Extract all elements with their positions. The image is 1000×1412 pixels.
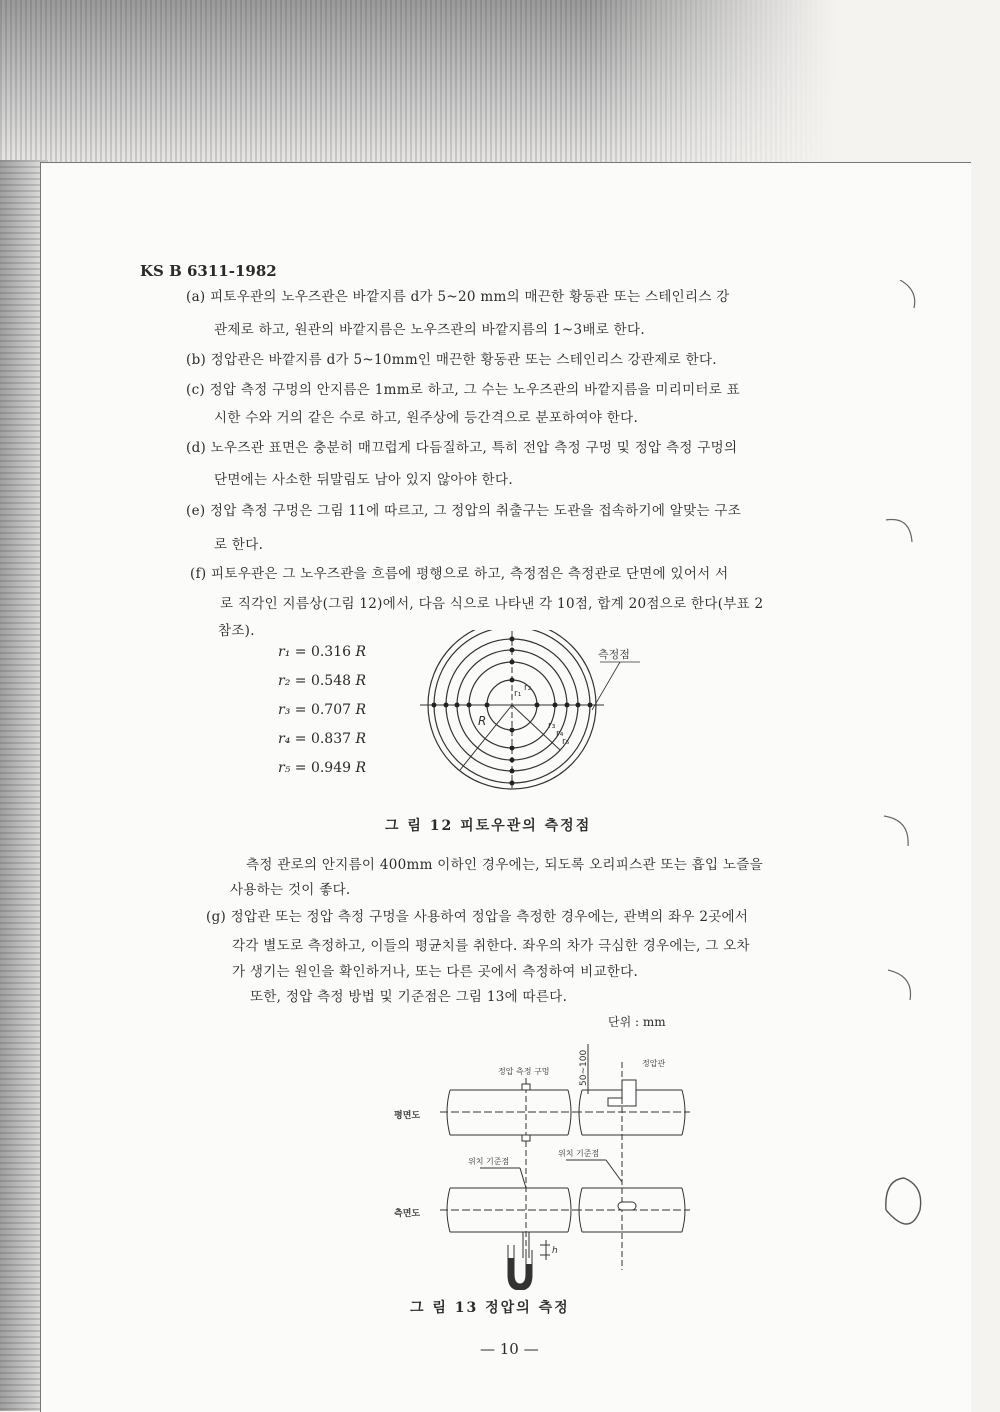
para-g-line1: (g) 정압관 또는 정압 측정 구멍을 사용하여 정압을 측정한 경우에는, 관벽의 좌우 2곳에서	[206, 909, 749, 925]
para-a-line1: (a) 피토우관의 노우즈관은 바깥지름 d가 5~20 mm의 매끈한 황동관 또는 스테인리스 강	[186, 289, 730, 305]
figure-12-caption: 그 림 12 피토우관의 측정점	[385, 818, 592, 834]
para-note-line1: 측정 관로의 안지름이 400mm 이하인 경우에는, 되도록 오리피스관 또는 흡입 노즐을	[246, 857, 763, 873]
formula-value: 0.548	[310, 673, 352, 689]
formula-r3: r₃ = 0.707 R	[278, 702, 367, 718]
label-reference-2: 위치 기준점	[558, 1149, 600, 1158]
formula-r1: r₁ = 0.316 R	[278, 644, 367, 660]
label-reference-1: 위치 기준점	[468, 1157, 510, 1166]
para-a-line2: 관제로 하고, 원관의 바깥지름은 노우즈관의 바깥지름의 1~3배로 한다.	[214, 322, 645, 338]
binder-hole-5	[886, 1178, 921, 1224]
formula-unit: R	[355, 644, 367, 660]
formula-value: 0.949	[310, 760, 352, 776]
para-d-line2: 단면에는 사소한 뒤말림도 남아 있지 않아야 한다.	[214, 472, 513, 488]
formula-var: r₁	[278, 644, 291, 660]
label-dimension: 50~100	[579, 1049, 589, 1086]
document-code: KS B 6311-1982	[140, 262, 277, 280]
leader-line	[592, 662, 620, 710]
label-measuring-point: 측정점	[598, 648, 630, 661]
formula-value: 0.316	[310, 644, 352, 660]
para-b: (b) 정압관은 바깥지름 d가 5~10mm인 매끈한 황동관 또는 스테인리스 강관제로 한다.	[186, 352, 717, 368]
para-g-line4: 또한, 정압 측정 방법 및 기준점은 그림 13에 따른다.	[250, 989, 568, 1005]
formula-unit: R	[355, 760, 367, 776]
formula-value: 0.837	[310, 731, 352, 747]
label-r3: r₃	[548, 721, 556, 731]
formula-value: 0.707	[310, 702, 352, 718]
binder-holes	[880, 280, 940, 1240]
para-c-line1: (c) 정압 측정 구멍의 안지름은 1mm로 하고, 그 수는 노우즈관의 바깥지름을 미리미터로 표	[186, 382, 741, 398]
binder-hole-2	[886, 519, 912, 542]
label-r4: r₄	[556, 729, 564, 739]
para-g-line3: 가 생기는 원인을 확인하거나, 또는 다른 곳에서 측정하여 비교한다.	[232, 964, 639, 980]
label-R: R	[478, 714, 487, 728]
scan-shadow-top	[0, 0, 1000, 175]
label-h: h	[552, 1246, 558, 1256]
label-static-hole: 정압 측정 구멍	[498, 1067, 550, 1076]
figure-12-diagram	[420, 630, 660, 800]
page-number: — 10 —	[480, 1340, 539, 1358]
para-f-line3: 참조).	[218, 623, 255, 639]
para-f-line2: 로 직각인 지름상(그림 12)에서, 다음 식으로 나타낸 각 10점, 합계 20점으로 한다(부표 2	[220, 596, 764, 612]
para-e-line1: (e) 정압 측정 구멍은 그림 11에 따르고, 그 정압의 취출구는 도관을 접속하기에 알맞는 구조	[186, 503, 742, 519]
label-r2: r₂	[524, 683, 532, 693]
binder-hole-4	[888, 970, 911, 1000]
formula-unit: R	[355, 731, 367, 747]
formula-var: r₃	[278, 702, 291, 718]
formula-var: r₂	[278, 673, 291, 689]
formula-unit: R	[355, 702, 367, 718]
formula-var: r₄	[278, 731, 291, 747]
label-plan-view: 평면도	[394, 1111, 421, 1121]
label-r1: r₁	[514, 689, 522, 699]
formula-r5: r₅ = 0.949 R	[278, 760, 367, 776]
formula-unit: R	[355, 673, 367, 689]
formula-r2: r₂ = 0.548 R	[278, 673, 367, 689]
para-g-line2: 각각 별도로 측정하고, 이들의 평균치를 취한다. 좌우의 차가 극심한 경우에는, 그 오차	[232, 938, 750, 954]
binder-hole-1	[900, 280, 915, 308]
para-note-line2: 사용하는 것이 좋다.	[230, 882, 351, 898]
para-d-line1: (d) 노우즈관 표면은 충분히 매끄럽게 다듬질하고, 특히 전압 측정 구멍 및 정압 측정 구멍의	[186, 440, 738, 456]
para-e-line2: 로 한다.	[214, 537, 264, 553]
figure-13-caption: 그 림 13 정압의 측정	[410, 1300, 570, 1316]
para-c-line2: 시한 수와 거의 같은 수로 하고, 원주상에 등간격으로 분포하여야 한다.	[214, 410, 639, 426]
unit-label: 단위 : mm	[608, 1015, 666, 1029]
binder-hole-3	[884, 816, 908, 846]
figure-13-diagram	[390, 1040, 700, 1290]
label-side-view: 측면도	[394, 1209, 421, 1219]
formula-r4: r₄ = 0.837 R	[278, 731, 367, 747]
label-r5: r₅	[562, 737, 570, 747]
para-f-line1: (f) 피토우관은 그 노우즈관을 흐름에 평행으로 하고, 측정점은 측정관로 단면에 있어서 서	[190, 566, 729, 582]
label-static-tube: 정압관	[642, 1059, 666, 1068]
formula-var: r₅	[278, 760, 291, 776]
